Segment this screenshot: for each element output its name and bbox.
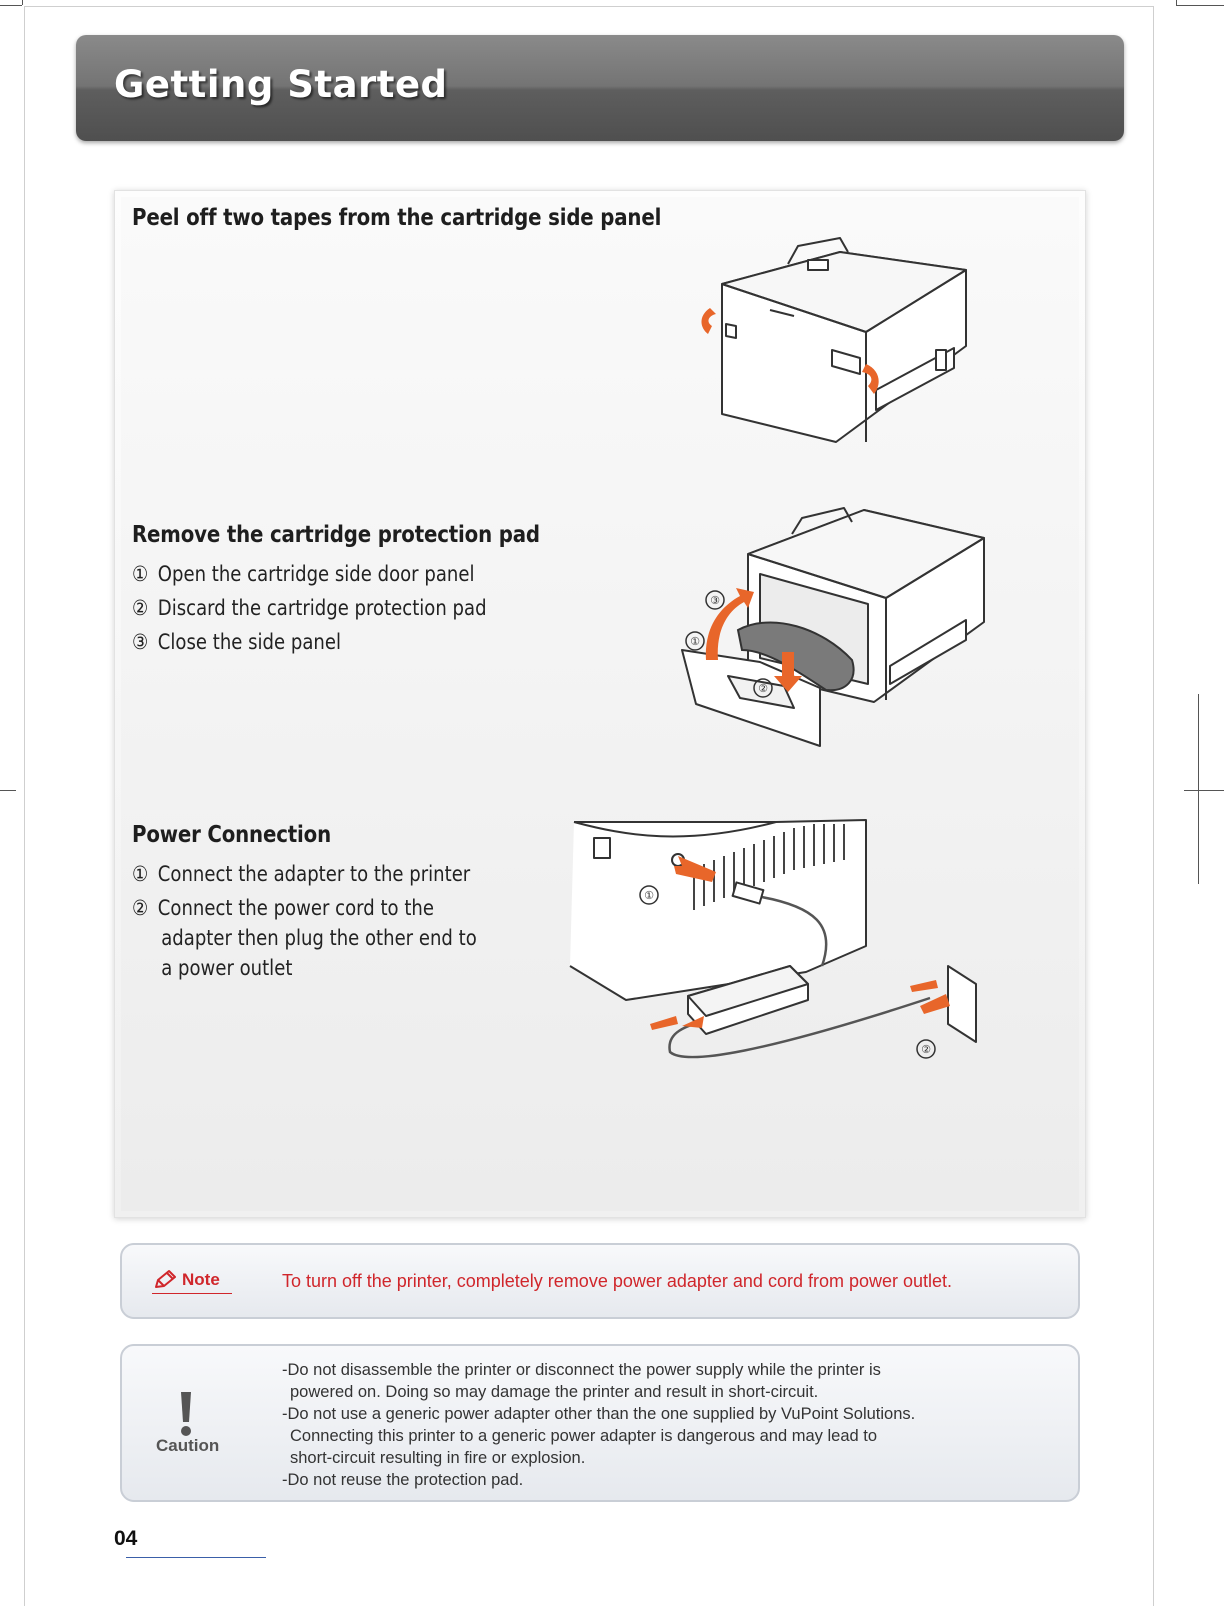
step-item — [132, 596, 540, 620]
note-label — [152, 1269, 232, 1294]
step-item — [132, 630, 540, 654]
power-connection-illustration — [566, 816, 982, 1078]
caution-line: -Do not disassemble the printer or disconnect the power supply while the printer is — [282, 1361, 881, 1379]
caution-line: powered on. Doing so may damage the printer and result in short-circuit. — [290, 1383, 819, 1401]
step-continuation: adapter then plug the other end to — [161, 926, 477, 950]
step-continuation: a power outlet — [161, 956, 293, 980]
step-number: ① — [132, 862, 149, 886]
note-message: To turn off the printer, completely remove power adapter and cord from power outlet. — [282, 1271, 953, 1291]
page-number: 04 — [114, 1527, 138, 1550]
note-box — [120, 1243, 1080, 1319]
crop-mark — [0, 790, 16, 791]
crop-mark — [1176, 5, 1224, 6]
step-text: Close the side panel — [157, 630, 341, 654]
section-title: Peel off two tapes from the cartridge side panel — [132, 205, 662, 231]
callout-1: ① — [690, 635, 700, 648]
crop-mark — [1198, 694, 1199, 884]
step-item — [132, 896, 477, 920]
caution-box — [120, 1344, 1080, 1502]
caution-line: -Do not use a generic power adapter other than the one supplied by VuPoint Solutions. — [282, 1405, 916, 1423]
section-peel-tapes — [132, 205, 747, 231]
step-text: Open the cartridge side door panel — [157, 562, 475, 586]
step-text: Connect the adapter to the printer — [157, 862, 471, 886]
callout-2: ② — [921, 1043, 931, 1056]
caution-text — [282, 1359, 915, 1491]
callout-2: ② — [758, 682, 768, 695]
callout-1: ① — [644, 889, 654, 902]
step-item — [132, 562, 540, 586]
page-number-rule — [126, 1557, 266, 1558]
printer-pad-illustration — [676, 500, 992, 750]
step-number: ① — [132, 562, 149, 586]
callout-3: ③ — [710, 594, 720, 607]
section-title: Power Connection — [132, 822, 331, 848]
crop-mark — [1176, 0, 1177, 5]
section-title: Remove the cartridge protection pad — [132, 522, 540, 548]
caution-line: -Do not reuse the protection pad. — [282, 1471, 524, 1489]
header-bar — [76, 35, 1124, 141]
step-number: ③ — [132, 630, 149, 654]
section-power-connection — [132, 822, 533, 980]
crop-mark — [22, 0, 23, 5]
step-number: ② — [132, 596, 149, 620]
note-title: Note — [182, 1270, 220, 1289]
caution-line: short-circuit resulting in fire or explosion. — [290, 1449, 586, 1467]
exclamation-icon — [176, 1390, 196, 1438]
page-title: Getting Started — [114, 63, 448, 106]
step-text: Connect the power cord to the — [157, 896, 434, 920]
caution-line: Connecting this printer to a generic power adapter is dangerous and may lead to — [290, 1427, 878, 1445]
step-number: ② — [132, 896, 149, 920]
crop-mark — [1184, 790, 1224, 791]
section-protection-pad — [132, 522, 606, 654]
caution-title: Caution — [156, 1436, 220, 1455]
pencil-icon — [152, 1269, 178, 1291]
printer-tapes-illustration — [690, 228, 980, 450]
step-item — [132, 862, 477, 886]
crop-mark — [0, 5, 22, 6]
step-text: Discard the cartridge protection pad — [157, 596, 487, 620]
